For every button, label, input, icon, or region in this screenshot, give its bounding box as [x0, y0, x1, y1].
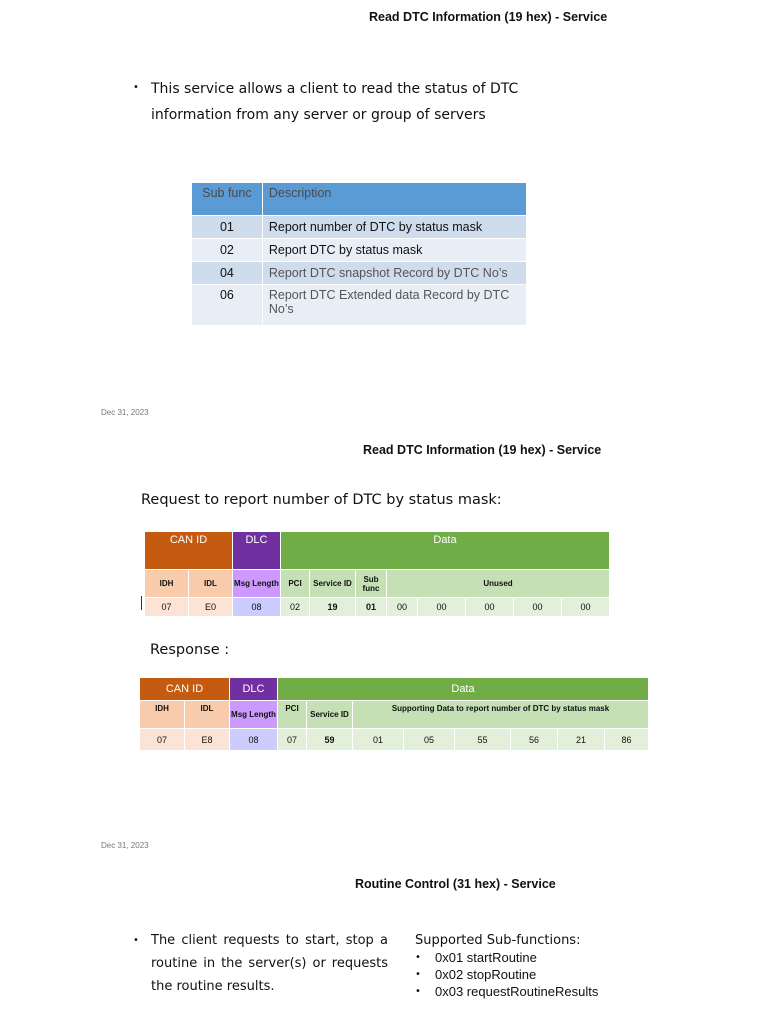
- slide1-date: Dec 31, 2023: [101, 408, 149, 417]
- can-id-header: CAN ID: [145, 532, 233, 570]
- service-id-value: 19: [310, 598, 356, 617]
- slide1-bullet: This service allows a client to read the status of DTC information from any server or group of servers: [151, 81, 519, 123]
- subfunc-code: 04: [192, 262, 262, 285]
- msg-length-header: Msg Length: [233, 570, 281, 598]
- data-byte: 01: [353, 729, 404, 751]
- request-heading: Request to report number of DTC by status mask:: [141, 492, 502, 508]
- slide3-bullet: The client requests to start, stop a routine in the server(s) or requests the routine results.: [151, 933, 388, 994]
- table-row: [192, 262, 526, 285]
- subfunction-label: 0x02 stopRoutine: [435, 967, 537, 982]
- subfunc-description: Report DTC Extended data Record by DTC No’s: [262, 285, 526, 325]
- data-byte: 00: [514, 598, 562, 617]
- bullet-dot: •: [133, 82, 139, 93]
- subfunc-description: Report DTC snapshot Record by DTC No’s: [262, 262, 526, 285]
- unused-header: Unused: [387, 570, 610, 598]
- bullet-dot: •: [415, 986, 421, 997]
- data-byte: 00: [466, 598, 514, 617]
- data-byte: 05: [404, 729, 455, 751]
- response-heading: Response :: [150, 642, 230, 658]
- msg-length-value: 08: [233, 598, 281, 617]
- service-id-header: Service ID: [310, 570, 356, 598]
- pci-value: 02: [281, 598, 310, 617]
- table-row: [192, 285, 526, 325]
- data-byte: 00: [387, 598, 418, 617]
- subfunc-description: Report number of DTC by status mask: [262, 216, 526, 239]
- sub-func-value: 01: [356, 598, 387, 617]
- text-cursor: [141, 596, 142, 610]
- table-row: [192, 239, 526, 262]
- subfunction-label: 0x01 startRoutine: [435, 950, 537, 965]
- subfunction-label: 0x03 requestRoutineResults: [435, 984, 599, 999]
- bullet-dot: •: [133, 935, 139, 946]
- table-row: [140, 729, 649, 751]
- supporting-data-header: Supporting Data to report number of DTC by status mask: [353, 701, 649, 729]
- table-header-subfunc: Sub func: [192, 183, 262, 216]
- data-byte: 86: [605, 729, 649, 751]
- idh-value: 07: [140, 729, 185, 751]
- slide2-title: Read DTC Information (19 hex) - Service: [363, 443, 602, 457]
- subfunc-code: 02: [192, 239, 262, 262]
- subfunction-table: [192, 183, 526, 325]
- idl-value: E8: [185, 729, 230, 751]
- pci-header: PCI: [281, 570, 310, 598]
- sub-func-header: Sub func: [356, 570, 387, 598]
- table-row: [192, 216, 526, 239]
- data-byte: 00: [418, 598, 466, 617]
- pci-header: PCI: [278, 701, 307, 729]
- can-id-header: CAN ID: [140, 678, 230, 701]
- request-frame-table: [144, 531, 610, 617]
- subfunc-description: Report DTC by status mask: [262, 239, 526, 262]
- list-item: [415, 983, 598, 1000]
- dlc-header: DLC: [230, 678, 278, 701]
- idl-header: IDL: [185, 701, 230, 729]
- table-row: [145, 598, 610, 617]
- data-header: Data: [281, 532, 610, 570]
- list-item: [415, 949, 598, 966]
- table-header-description: Description: [262, 183, 526, 216]
- msg-length-header: Msg Length: [230, 701, 278, 729]
- service-id-value: 59: [307, 729, 353, 751]
- idh-header: IDH: [145, 570, 189, 598]
- subfunc-code: 01: [192, 216, 262, 239]
- idh-header: IDH: [140, 701, 185, 729]
- data-byte: 55: [455, 729, 511, 751]
- data-byte: 21: [558, 729, 605, 751]
- subfunctions-heading: Supported Sub-functions:: [415, 933, 581, 948]
- pci-value: 07: [278, 729, 307, 751]
- dlc-header: DLC: [233, 532, 281, 570]
- data-header: Data: [278, 678, 649, 701]
- msg-length-value: 08: [230, 729, 278, 751]
- service-id-header: Service ID: [307, 701, 353, 729]
- bullet-dot: •: [415, 952, 421, 963]
- response-frame-table: [139, 677, 649, 751]
- idl-header: IDL: [189, 570, 233, 598]
- slide2-date: Dec 31, 2023: [101, 841, 149, 850]
- subfunctions-list: [415, 949, 598, 1000]
- idh-value: 07: [145, 598, 189, 617]
- data-byte: 00: [562, 598, 610, 617]
- data-byte: 56: [511, 729, 558, 751]
- bullet-dot: •: [415, 969, 421, 980]
- slide1-title: Read DTC Information (19 hex) - Service: [369, 10, 608, 24]
- slide3-title: Routine Control (31 hex) - Service: [355, 877, 556, 891]
- list-item: [415, 966, 598, 983]
- subfunc-code: 06: [192, 285, 262, 325]
- idl-value: E0: [189, 598, 233, 617]
